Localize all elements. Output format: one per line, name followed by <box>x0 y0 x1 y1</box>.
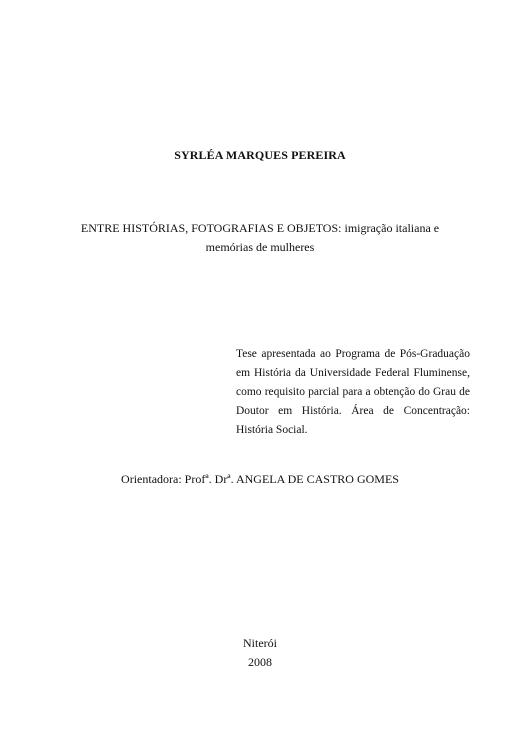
thesis-title-subtitle: imigração italiana e memórias de mulheres <box>205 221 440 254</box>
thesis-description: Tese apresentada ao Programa de Pós-Graduação em História da Universidade Federal Fluminense, como requisito parcial para a obtenção do Grau de Doutor em História. Área de Concentração: História Social. <box>236 348 470 436</box>
thesis-title-main: ENTRE HISTÓRIAS, FOTOGRAFIAS E OBJETOS: <box>80 221 342 235</box>
thesis-title <box>60 219 460 257</box>
advisor-line: Orientadora: Profª. Drª. ANGELA DE CASTRO GOMES <box>121 472 399 486</box>
year: 2008 <box>248 655 272 669</box>
city: Niterói <box>243 636 277 650</box>
author-name: SYRLÉA MARQUES PEREIRA <box>174 148 346 162</box>
